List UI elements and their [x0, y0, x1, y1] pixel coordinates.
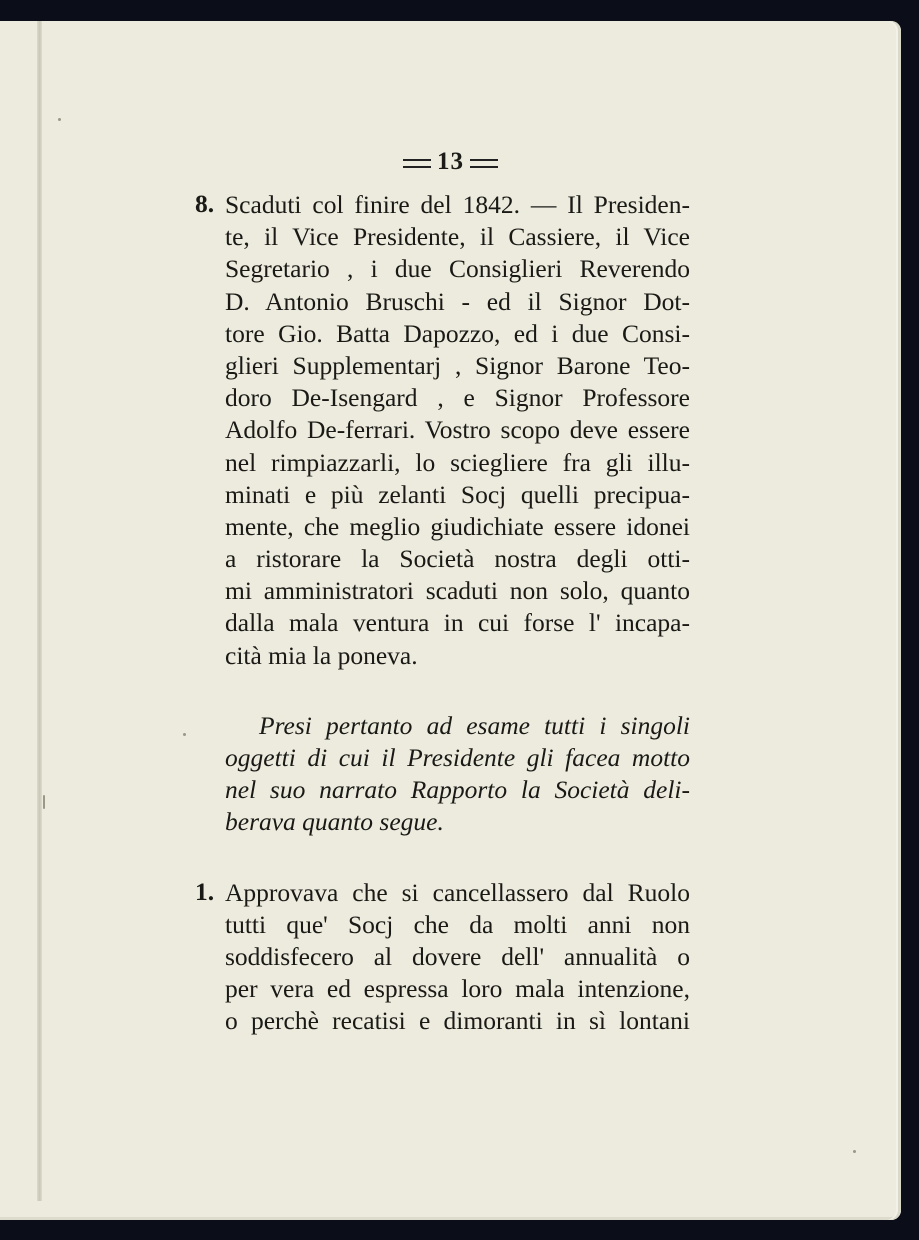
text-line: a ristorare la Società nostra degli otti- — [225, 544, 690, 574]
text-line: soddisfecero al dovere dell' annualità o — [225, 941, 690, 971]
text-line: tutti que' Socj che da molti anni non — [225, 909, 690, 939]
paper-speck — [58, 118, 61, 121]
text-line: oggetti di cui il Presidente gli facea motto — [225, 743, 690, 772]
folio-ornament-right — [470, 159, 498, 168]
text-line: cità mia la poneva. — [225, 640, 418, 670]
text-line: mi amministratori scaduti non solo, quanto — [225, 576, 690, 606]
text-line: minati e più zelanti Socj quelli precipua- — [225, 479, 690, 509]
page-fold — [37, 21, 42, 1201]
body-text — [195, 189, 690, 1038]
folio-ornament-left — [403, 159, 431, 168]
text-line: berava quanto segue. — [225, 807, 444, 837]
text-line: te, il Vice Presidente, il Cassiere, il Vice — [225, 222, 690, 252]
text-line: Segretario , i due Consiglieri Reverendo — [225, 254, 690, 284]
text-line: nel suo narrato Rapporto la Società deli- — [225, 775, 690, 805]
text-line: Adolfo De-ferrari. Vostro scopo deve essere — [225, 415, 690, 445]
text-line: o perchè recatisi e dimoranti in sì lontani — [225, 1006, 690, 1036]
text-line: D. Antonio Bruschi - ed il Signor Dot- — [225, 286, 690, 316]
text-line: Scaduti col finire del 1842. — Il Presiden- — [225, 190, 690, 219]
page-number: 13 — [0, 148, 901, 176]
text-line: mente, che meglio giudichiate essere idonei — [225, 511, 690, 541]
text-line: tore Gio. Batta Dapozzo, ed i due Consi- — [225, 318, 690, 348]
paragraph-deliberation — [225, 710, 690, 839]
paragraph-number: 8. — [195, 189, 215, 218]
paragraph-8 — [195, 189, 690, 672]
paragraph-number: 1. — [195, 876, 215, 906]
paragraph-1 — [195, 876, 690, 1038]
paper-speck — [183, 733, 186, 736]
paper-speck — [853, 1150, 856, 1153]
paper-mark — [43, 795, 45, 809]
text-line: dalla mala ventura in cui forse l' incapa- — [225, 608, 690, 638]
text-line: glieri Supplementarj , Signor Barone Teo- — [225, 350, 690, 380]
text-line: doro De-Isengard , e Signor Professore — [225, 383, 690, 413]
text-line: per vera ed espressa loro mala intenzione, — [225, 974, 690, 1004]
text-line: Approvava che si cancellassero dal Ruolo — [225, 877, 690, 907]
text-line: nel rimpiazzarli, lo sciegliere fra gli illu- — [225, 447, 690, 477]
text-line: Presi pertanto ad esame tutti i singoli — [259, 710, 690, 740]
